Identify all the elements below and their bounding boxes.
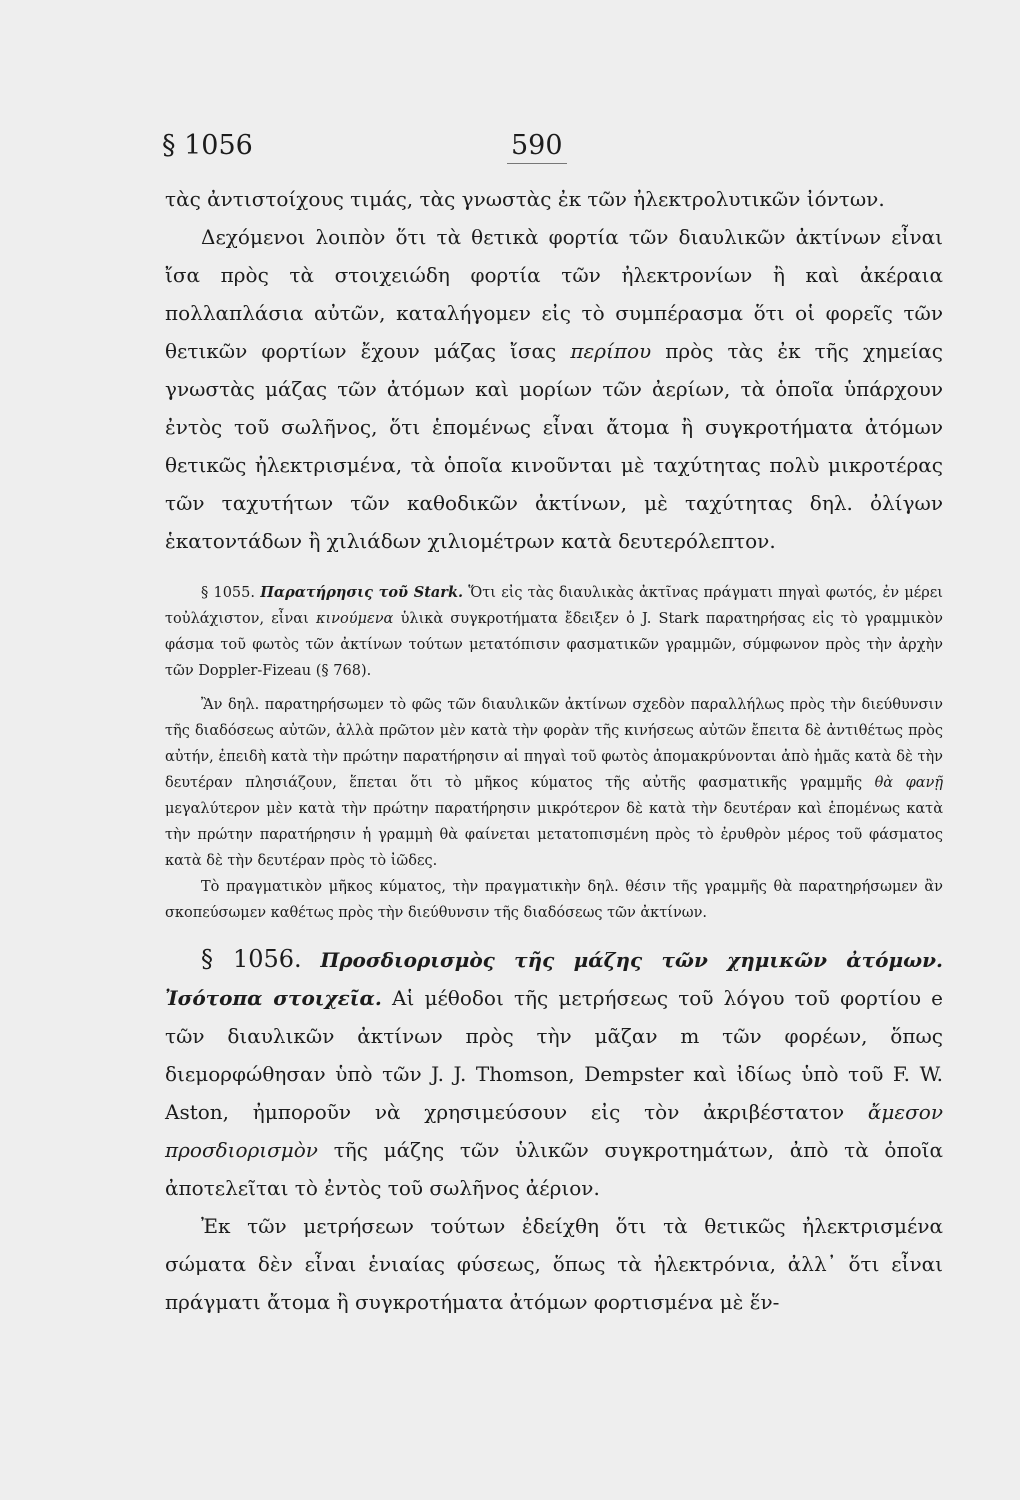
paragraph-text: Δεχόμενοι λοιπὸν ὅτι τὰ θετικὰ φορτία τῶν διαυλικῶν ἀκτίνων εἶναι ἴσα πρὸς τὰ στοιχειώδη φορτία τῶν ἠλεκτρονίων ἢ καὶ ἀκέραια πολλαπλάσια αὐτῶν, καταλήγομεν εἰς τὸ συμπέρασμα ὅτι οἱ φορεῖς τῶν θετικῶν φορτίων ἔχουν μάζας ἴσας — [165, 225, 943, 363]
paragraph-true-wavelength — [165, 874, 943, 926]
paragraph-text: τὰς ἀντιστοίχους τιμάς, τὰς γνωστὰς ἐκ τῶν ἠλεκτρολυτικῶν ἰόντων. — [165, 187, 885, 211]
subsection-title: Παρατήρησις τοῦ Stark. — [260, 584, 464, 601]
paragraph-continuation — [165, 180, 943, 218]
paragraph-text: τῆς μάζης τῶν ὑλικῶν συγκροτημάτων, ἀπὸ τὰ ὁποῖα ἀποτελεῖται τὸ ἐντὸς τοῦ σωλῆνος ἀέριον. — [165, 1138, 943, 1200]
paragraph-section-1056 — [165, 940, 943, 1207]
paragraph-stark-observation — [165, 580, 943, 684]
paragraph-text: Αἱ μέθοδοι τῆς μετρήσεως τοῦ λόγου τοῦ φορτίου e τῶν διαυλικῶν ἀκτίνων πρὸς τὴν μᾶζαν m τῶν φορέων, ὅπως διεμορφώθησαν ὑπὸ τῶν J. J. Thomson, Dempster καὶ ἰδίως ὑπὸ τοῦ F. W. Aston, ἠμποροῦν νὰ χρησιμεύσουν εἰς τὸν ἀκριβέστατον — [165, 986, 943, 1124]
paragraph-text: Τὸ πραγματικὸν μῆκος κύματος, τὴν πραγματικὴν δηλ. θέσιν τῆς γραμμῆς θὰ παρατηρήσωμεν ἂν σκοπεύσωμεν καθέτως πρὸς τὴν διεύθυνσιν τῆς διαδόσεως τῶν ἀκτίνων. — [165, 879, 943, 921]
paragraph-text: Ἐκ τῶν μετρήσεων τούτων ἐδείχθη ὅτι τὰ θετικῶς ἠλεκτρισμένα σώματα δὲν εἶναι ἑνιαίας φύσεως, ὅπως τὰ ἠλεκτρόνια, ἀλλ᾽ ὅτι εἶναι πράγματι ἄτομα ἢ συγκροτήματα ἀτόμων φορτισμένα μὲ ἕν- — [165, 1214, 943, 1314]
page-number: 590 — [507, 130, 567, 164]
emphasis: θὰ φανῇ — [874, 775, 944, 791]
section-heading-number: § 1056. — [201, 945, 302, 973]
paragraph-doppler — [165, 692, 943, 874]
emphasis: ἄμεσον προσδιορισμὸν — [165, 1100, 944, 1162]
running-header — [162, 130, 944, 170]
paragraph-measurements — [165, 1207, 943, 1321]
emphasis: περίπου — [570, 339, 652, 363]
page-body — [165, 180, 943, 1321]
paragraph-text: Ὅτι εἰς τὰς διαυλικὰς ἀκτῖνας πράγματι πηγαὶ φωτός, ἐν μέρει τοὐλάχιστον, εἶναι — [165, 585, 943, 627]
paragraph-text: ὑλικὰ συγκροτήματα ἔδειξεν ὁ J. Stark παρατηρήσας εἰς τὸ γραμμικὸν φάσμα τοῦ φωτὸς τῶν ἀκτίνων τούτων μετατόπισιν φασματικῶν γραμμῶν, σύμφωνον πρὸς τὴν ἀρχὴν τῶν Doppler-Fizeau (§ 768). — [165, 611, 944, 679]
paragraph-positive-charges — [165, 218, 943, 560]
section-heading-title: Προσδιορισμὸς τῆς μάζης τῶν χημικῶν ἀτόμων. Ἰσότοπα στοιχεῖα. — [165, 948, 943, 1010]
subsection-number: § 1055. — [201, 585, 255, 601]
emphasis: κινούμενα — [315, 611, 394, 627]
paragraph-text: μεγαλύτερον μὲν κατὰ τὴν πρώτην παρατήρησιν μικρότερον δὲ κατὰ τὴν δευτέραν καὶ ἑπομένως κατὰ τὴν πρώτην παρατήρησιν ἡ γραμμὴ θὰ φαίνεται μετατοπισμένη πρὸς τὸ ἐρυθρὸν μέρος τοῦ φάσματος κατὰ δὲ τὴν δευτέραν πρὸς τὸ ἰῶδες. — [165, 801, 943, 869]
section-number: § 1056 — [162, 130, 253, 161]
paragraph-text: πρὸς τὰς ἐκ τῆς χημείας γνωστὰς μάζας τῶν ἀτόμων καὶ μορίων τῶν ἀερίων, τὰ ὁποῖα ὑπάρχουν ἐντὸς τοῦ σωλῆνος, ὅτι ἑπομένως εἶναι ἄτομα ἢ συγκροτήματα ἀτόμων θετικῶς ἠλεκτρισμένα, τὰ ὁποῖα κινοῦνται μὲ ταχύτητας πολὺ μικροτέρας τῶν ταχυτήτων τῶν καθοδικῶν ἀκτίνων, μὲ ταχύτητας δηλ. ὀλίγων ἑκατοντάδων ἢ χιλιάδων χιλιομέτρων κατὰ δευτερόλεπτον. — [165, 339, 944, 553]
paragraph-text: Ἂν δηλ. παρατηρήσωμεν τὸ φῶς τῶν διαυλικῶν ἀκτίνων σχεδὸν παραλλήλως πρὸς τὴν διεύθυνσιν τῆς διαδόσεως αὐτῶν, ἀλλὰ πρῶτον μὲν κατὰ τὴν φορὰν τῆς κινήσεως αὐτῶν ἔπειτα δὲ ἀντιθέτως πρὸς αὐτήν, ἐπειδὴ κατὰ τὴν πρώτην παρατήρησιν αἱ πηγαὶ τοῦ φωτὸς ἀπομακρύνονται ἀπὸ ἡμᾶς κατὰ δὲ τὴν δευτέραν πλησιάζουν, ἕπεται ὅτι τὸ μῆκος κύματος τῆς αὐτῆς φασματικῆς γραμμῆς — [165, 697, 943, 791]
